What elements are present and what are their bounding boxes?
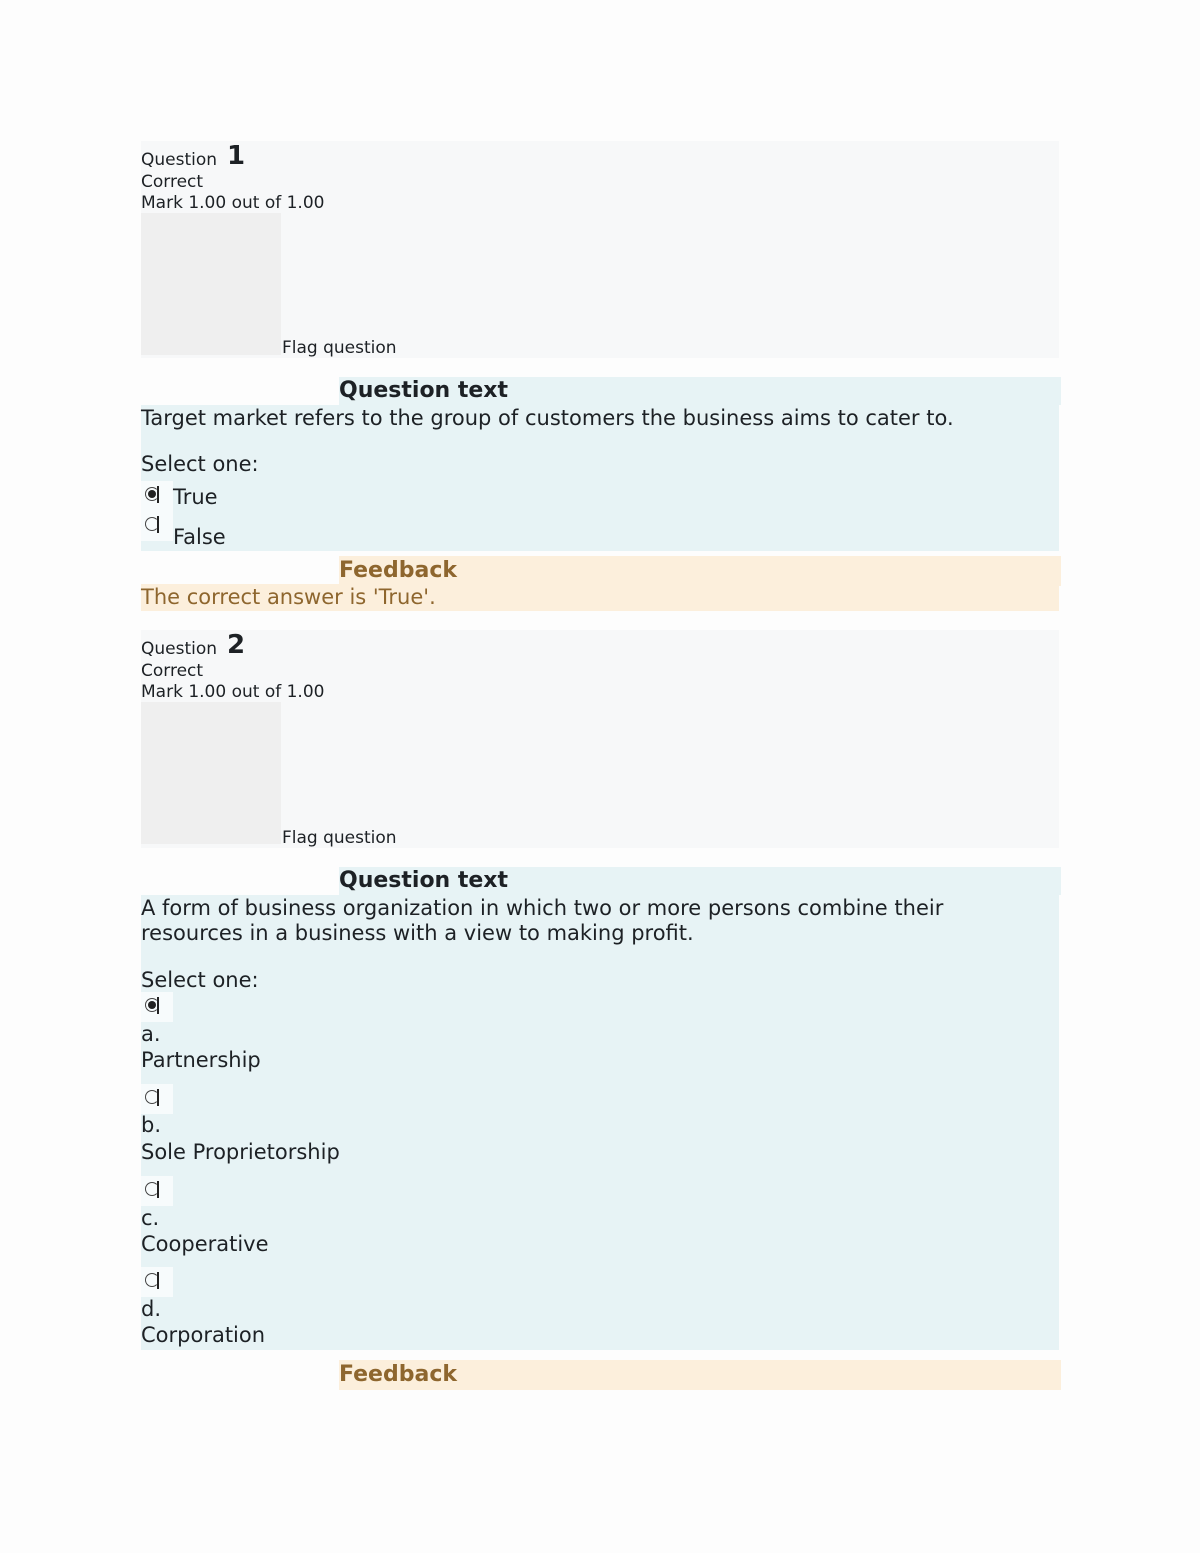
flag-icon[interactable] xyxy=(141,213,281,355)
feedback-heading: Feedback xyxy=(339,556,1061,586)
select-one-prompt: Select one: xyxy=(141,452,259,476)
question-grade: Mark 1.00 out of 1.00 xyxy=(141,682,325,702)
answer-label-b[interactable]: Sole Proprietorship xyxy=(141,1140,340,1164)
answer-label-true[interactable]: True xyxy=(173,485,218,509)
answer-label-a[interactable]: Partnership xyxy=(141,1048,261,1072)
question-number: 2 xyxy=(227,630,246,660)
question-text-heading: Question text xyxy=(339,867,1061,895)
answer-radio-d[interactable] xyxy=(141,1267,173,1297)
flag-icon[interactable] xyxy=(141,702,281,844)
question-2-formulation xyxy=(141,895,1059,1350)
radio-bar xyxy=(157,1272,159,1289)
question-state: Correct xyxy=(141,172,204,192)
question-text: A form of business organization in which two or more persons combine their resources in a business with a view to making profit. xyxy=(141,896,944,945)
question-label: Question xyxy=(141,150,218,170)
radio-bar xyxy=(157,1181,159,1198)
answer-letter-d: d. xyxy=(141,1297,162,1321)
question-text: Target market refers to the group of customers the business aims to cater to. xyxy=(141,406,954,430)
answer-letter-a: a. xyxy=(141,1022,161,1046)
select-one-prompt: Select one: xyxy=(141,968,259,992)
question-1-formulation xyxy=(141,405,1059,551)
question-label: Question xyxy=(141,639,218,659)
question-grade: Mark 1.00 out of 1.00 xyxy=(141,193,325,213)
answer-radio-true[interactable] xyxy=(141,481,173,511)
question-1-info xyxy=(141,141,1059,358)
answer-radio-a[interactable] xyxy=(141,992,173,1022)
radio-bar xyxy=(157,997,159,1014)
answer-radio-c[interactable] xyxy=(141,1176,173,1206)
question-text-heading: Question text xyxy=(339,377,1061,405)
answer-label-d[interactable]: Corporation xyxy=(141,1323,266,1347)
question-2-info xyxy=(141,630,1059,848)
answer-label-false[interactable]: False xyxy=(173,525,226,549)
flag-question-link[interactable]: Flag question xyxy=(282,338,397,358)
radio-bar xyxy=(157,516,159,533)
flag-question-link[interactable]: Flag question xyxy=(282,828,397,848)
answer-letter-b: b. xyxy=(141,1113,162,1137)
question-state: Correct xyxy=(141,661,204,681)
answer-radio-b[interactable] xyxy=(141,1084,173,1114)
answer-label-c[interactable]: Cooperative xyxy=(141,1232,269,1256)
feedback-heading: Feedback xyxy=(339,1360,1061,1390)
radio-bar xyxy=(157,1089,159,1106)
answer-radio-false[interactable] xyxy=(141,511,173,541)
radio-bar xyxy=(157,486,159,503)
feedback-text: The correct answer is 'True'. xyxy=(141,584,1059,611)
question-number: 1 xyxy=(227,141,246,171)
answer-letter-c: c. xyxy=(141,1206,160,1230)
